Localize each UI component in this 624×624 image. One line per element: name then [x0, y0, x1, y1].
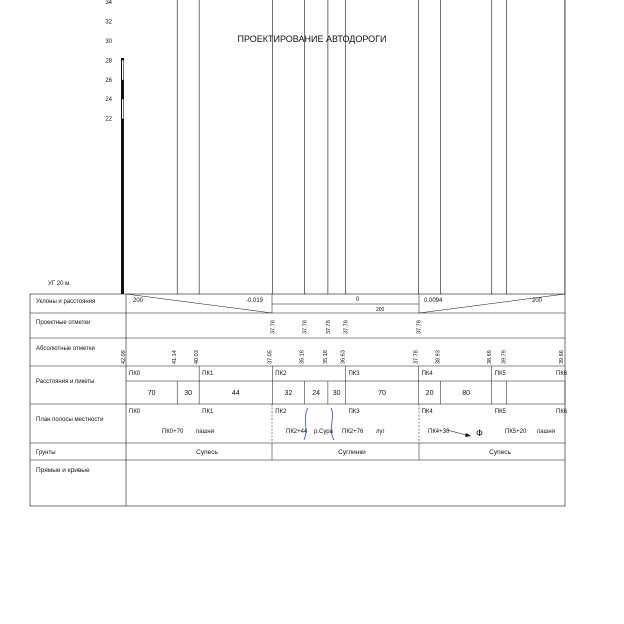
row-label-soils: Грунты	[36, 450, 56, 456]
profile-table-grid	[30, 294, 565, 506]
soil-sandy-loam-2: Супесь	[489, 449, 511, 456]
plan-note-arable-2: пашня	[537, 429, 555, 435]
scale-segment	[122, 99, 123, 118]
plan-note-pk2-44: ПК2+44	[286, 429, 308, 435]
scale-label: УГ 20 м.	[48, 281, 71, 287]
absolute-marks-row	[121, 350, 565, 364]
y-tick-label: 32	[105, 19, 112, 26]
plan-note-pk4-30: ПК4+30	[428, 429, 450, 435]
absolute-mark: 42.09	[121, 350, 127, 364]
plan-note-pk5-20: ПК5+20	[505, 429, 527, 435]
picket-label: ПК3	[348, 371, 360, 377]
y-tick-label: 24	[105, 97, 112, 104]
plan-symbol: Ф	[476, 428, 483, 438]
absolute-mark: 35.18	[322, 350, 329, 364]
drawing-title: ПРОЕКТИРОВАНИЕ АВТОДОРОГИ	[237, 34, 387, 44]
y-tick-label: 22	[105, 116, 112, 123]
y-tick-label: 26	[105, 77, 112, 84]
design-mark: 37.78	[325, 320, 332, 334]
picket-label: ПК4	[421, 371, 433, 377]
picket-label: ПК5	[494, 371, 506, 377]
design-mark: 37.78	[343, 320, 350, 334]
y-tick-label: 30	[105, 38, 112, 45]
design-marks-row	[270, 320, 422, 334]
slopes-row	[126, 294, 565, 313]
y-tick-label: 34	[105, 0, 112, 7]
slope-grade-1: -0.019	[246, 298, 264, 304]
picket-label: ПК1	[202, 371, 214, 377]
distance-value: 70	[378, 390, 386, 397]
row-label-slopes: Уклоны и расстояния	[36, 299, 96, 305]
absolute-mark: 36.63	[340, 350, 347, 364]
plan-picket-label: ПК0	[129, 409, 141, 415]
plan-picket-label: ПК4	[421, 409, 433, 415]
slope-distance-2: 200	[376, 307, 385, 313]
soil-sandy-loam-1: Супесь	[196, 449, 218, 456]
plan-picket-label: ПК2	[275, 409, 287, 415]
plan-picket-label: ПК1	[202, 409, 214, 415]
slope-distance-1: 200	[133, 298, 144, 304]
distance-value: 80	[462, 390, 471, 397]
absolute-mark: 35.18	[299, 350, 306, 364]
distance-value: 70	[147, 390, 156, 397]
distance-value: 20	[425, 390, 434, 397]
slope-grade-2: 0	[356, 297, 360, 303]
design-mark: 37.78	[416, 320, 423, 334]
scale-segment	[122, 0, 123, 2]
absolute-mark: 40.03	[194, 350, 201, 364]
picket-label: ПК6	[556, 371, 568, 377]
absolute-mark: 39.79	[501, 350, 508, 364]
plan-note-pk0-70: ПК0+70	[162, 429, 184, 435]
distance-value: 30	[332, 390, 341, 397]
distance-value: 32	[284, 390, 293, 397]
row-label-plan: План полосы местности	[36, 417, 104, 423]
distance-value: 30	[184, 390, 193, 397]
plan-picket-label: ПК6	[556, 409, 568, 415]
row-label-distances: Расстояния и пикеты	[36, 379, 95, 385]
plan-picket-label: ПК5	[494, 409, 506, 415]
row-label-absolute-marks: Абсолютные отметки	[36, 346, 95, 352]
soil-loam: Суглинки	[338, 449, 366, 456]
distances-row	[129, 366, 568, 404]
y-tick-label: 28	[105, 58, 112, 65]
scale-segment	[122, 21, 123, 40]
absolute-mark: 38.93	[435, 350, 442, 364]
picket-label: ПК2	[275, 371, 287, 377]
design-mark: 37.78	[302, 320, 309, 334]
row-label-curves: Прямые и кривые	[36, 467, 90, 474]
plan-note-pk2-76: ПК2+76	[342, 429, 364, 435]
profile-ordinates	[177, 0, 565, 294]
plan-note-river: р.Сура	[314, 429, 333, 435]
distance-value: 44	[231, 390, 240, 397]
absolute-mark: 39.66	[559, 350, 565, 364]
elevation-tick-labels	[105, 0, 112, 123]
absolute-mark: 37.78	[413, 350, 420, 364]
scale-segment	[122, 60, 123, 79]
design-mark: 37.78	[270, 320, 277, 334]
slope-grade-3: 0.0094	[424, 298, 443, 304]
plan-row	[129, 404, 568, 443]
picket-label: ПК0	[129, 371, 141, 377]
absolute-mark: 38.69	[486, 350, 493, 364]
distance-value: 24	[312, 390, 321, 397]
river-bank-left	[304, 408, 308, 440]
plan-note-arable-1: пашня	[196, 429, 214, 435]
absolute-mark: 41.14	[172, 350, 179, 364]
elevation-scale-bar	[121, 0, 124, 294]
slope-distance-3: 200	[532, 298, 543, 304]
absolute-mark: 37.05	[267, 350, 274, 364]
plan-note-meadow: луг	[376, 429, 385, 435]
soils-row	[196, 443, 511, 460]
river-bank-right	[331, 408, 334, 440]
plan-picket-label: ПК3	[348, 409, 360, 415]
row-label-design-marks: Проектные отметки	[36, 320, 91, 326]
